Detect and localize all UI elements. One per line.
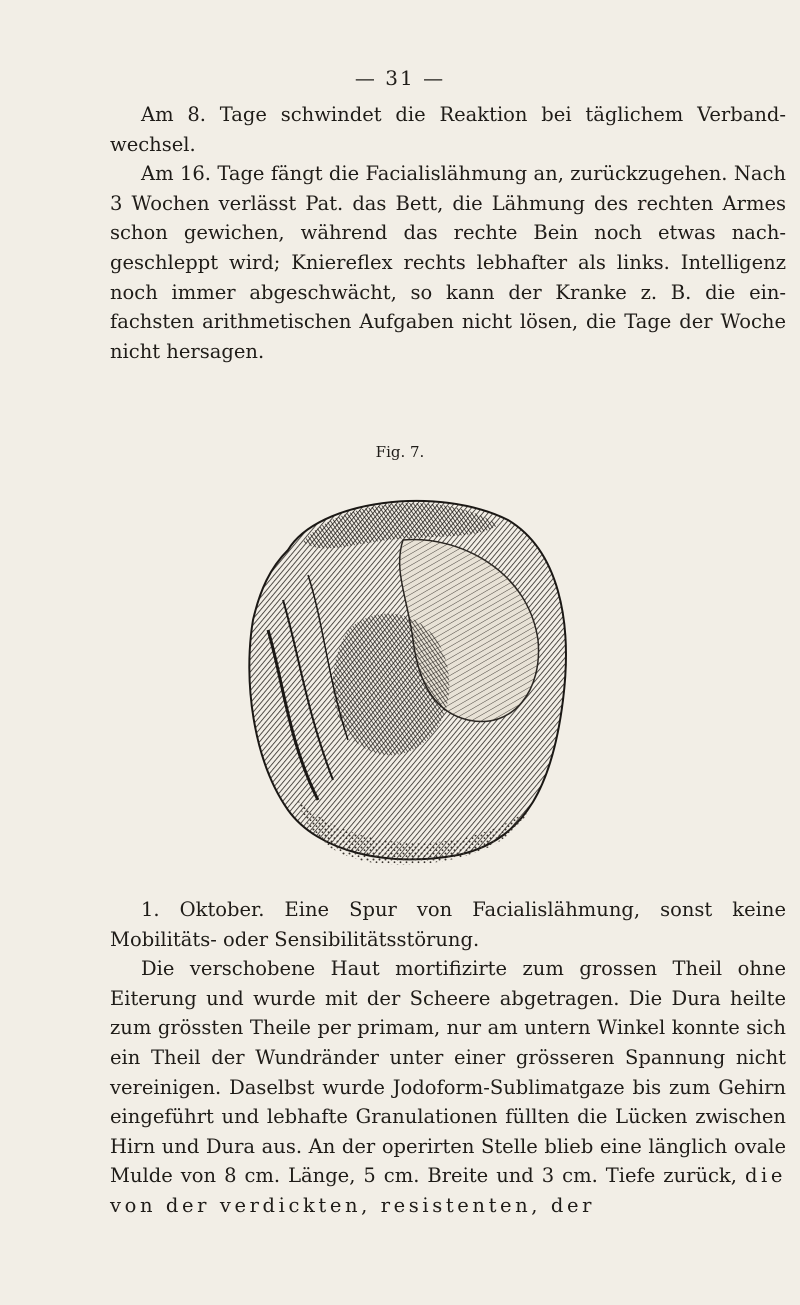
paragraph: Am 16. Tage fängt die Facialislähmung an, zurückzugehen. Nach 3 Wochen verlässt Pat. das Bett, die Lähmung des rechten Armes schon gewichen, während das rechte Bein noch etwas nach-geschleppt wird; Kniereflex rechts lebhafter als links. Intelligenz noch immer abgeschwächt, so kann der Kranke z. B. die ein-fachsten arithmetischen Aufgaben nicht lösen, die Tage der Woche nicht hersagen. xyxy=(110,162,786,363)
paragraph: 1. Oktober. Eine Spur von Facialislähmung, sonst keine Mobilitäts- oder Sensibilitätsstörung. xyxy=(110,898,786,951)
paragraph: Am 8. Tage schwindet die Reaktion bei täglichem Verband-wechsel. xyxy=(110,103,786,156)
text-block-top xyxy=(110,100,786,366)
paragraph xyxy=(110,954,786,1220)
page-number: — 31 — xyxy=(354,66,446,90)
figure-illustration xyxy=(228,480,578,870)
spaced-text: die von der verdickten, resistenten, der xyxy=(110,1164,787,1217)
paragraph-text: Die verschobene Haut mortifizirte zum grossen Theil ohne Eiterung und wurde mit der Scheere abgetragen. Die Dura heilte zum grössten Theile per primam, nur am untern Winkel konnte sich ein Theil der Wundränder unter einer grösseren Spannung nicht vereinigen. Daselbst wurde Jodoform-Sublimatgaze bis zum Gehirn eingeführt und lebhafte Granulationen füllten die Lücken zwischen Hirn und Dura aus. An der operirten Stelle blieb eine länglich ovale Mulde von 8 cm. Länge, 5 cm. Breite und 3 cm. Tiefe zurück, xyxy=(110,957,786,1188)
central-shading xyxy=(333,614,450,756)
text-block-bottom xyxy=(110,895,786,1221)
figure-caption: Fig. 7. xyxy=(375,443,425,461)
